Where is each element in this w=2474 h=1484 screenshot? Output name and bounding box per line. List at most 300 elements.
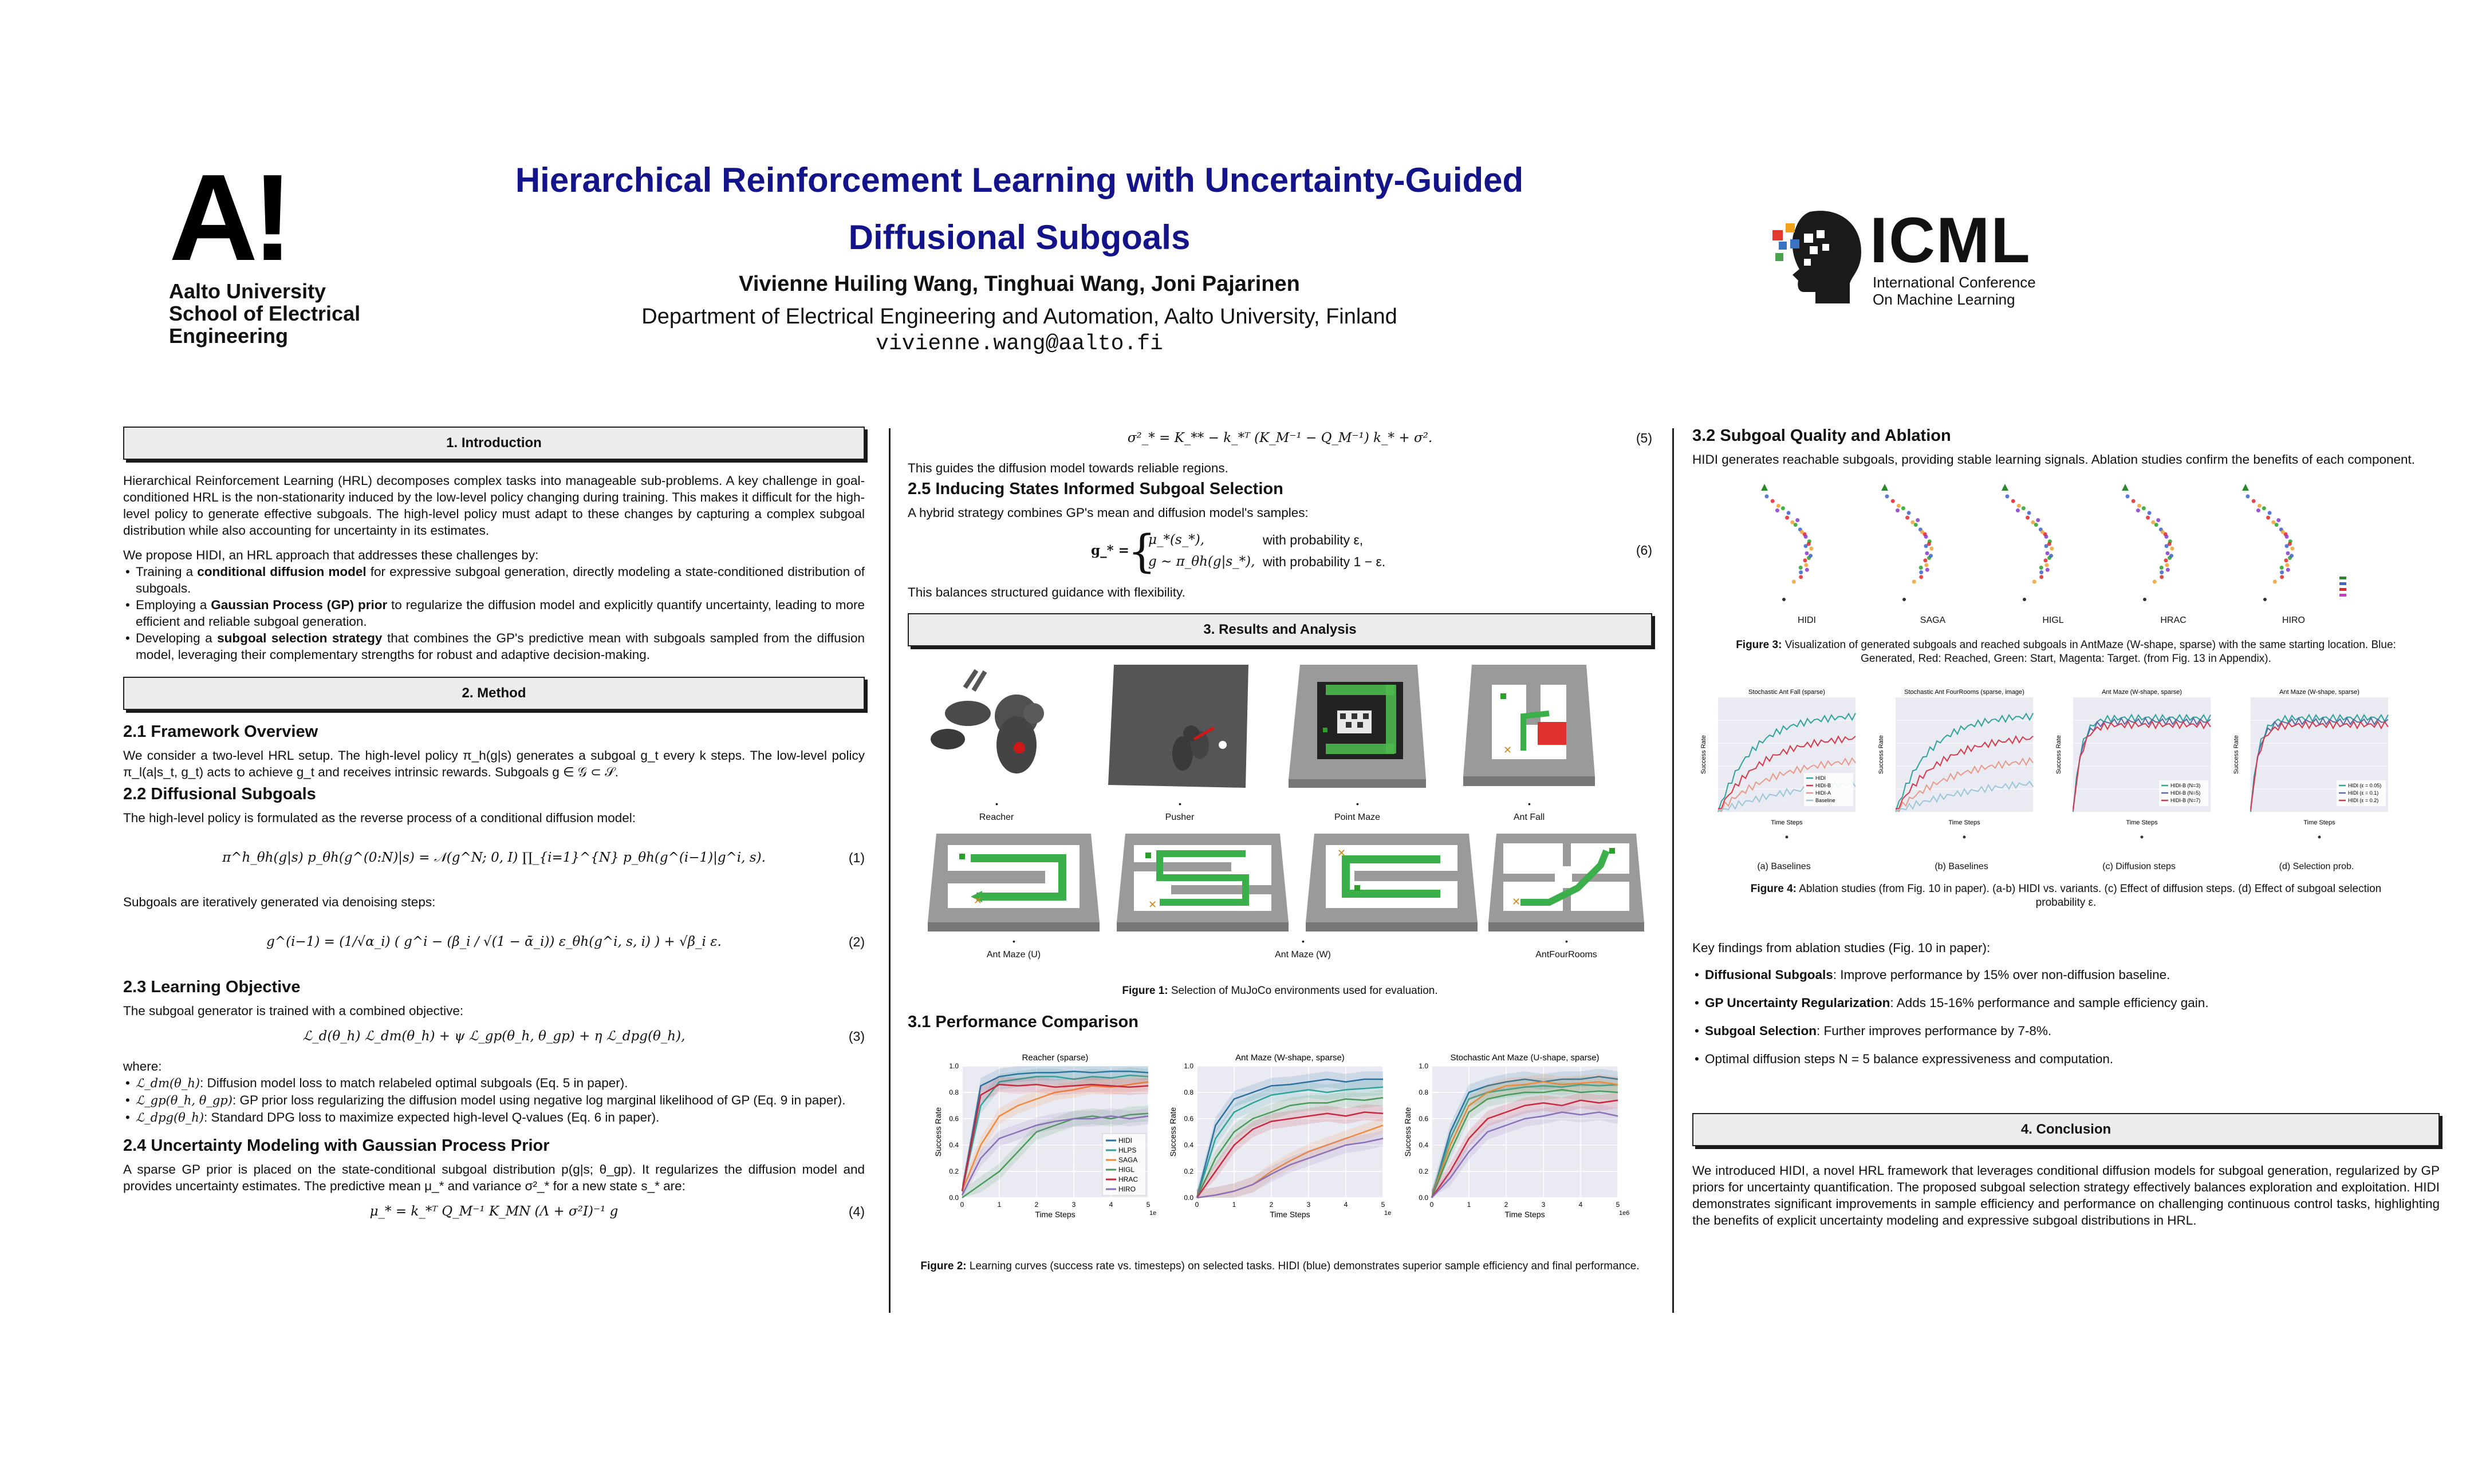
subgoal-point [1787,511,1791,515]
subgoal-point [2132,499,2136,503]
legend-label: HIDI-B [1815,783,1831,788]
x-tick-label: 3 [1541,1201,1546,1209]
subgoal-point [2252,499,2256,503]
subgoal-point [1920,530,1924,534]
column-1 [123,427,865,1233]
subgoal-point [1790,520,1794,524]
y-tick-label: 0.4 [1419,1141,1428,1149]
subgoal-point [1809,547,1813,551]
legend-label: HIDI (ε = 0.1) [2348,790,2379,796]
subgoal-point [2142,506,2146,510]
subgoal-point [1891,499,1895,503]
x-axis-label: Time Steps [1948,819,1980,826]
subgoal-point [2050,547,2054,551]
y-axis-label: Success Rate [2055,735,2062,774]
legend-label: HIDI-B (N=5) [2170,790,2201,796]
subgoal-point [1929,554,1933,558]
subgoal-point [1897,504,1901,508]
subgoal-point [2268,511,2272,515]
x-tick-label: 1 [1467,1201,1471,1209]
ablation-charts [1692,683,2440,855]
aalto-logo [169,148,409,348]
x-tick-label: 4 [1109,1201,1113,1209]
subgoal-point [1799,566,1803,570]
subgoal-point [2156,518,2160,522]
chart-title: Reacher (sparse) [1022,1053,1089,1063]
subgoal-point [1919,566,1923,570]
section-heading-results: 3. Results and Analysis [908,613,1652,646]
subgoal-point [2281,530,2285,534]
x-tick-label: 0 [960,1201,964,1209]
subsection-heading: 2.3 Learning Objective [123,978,301,996]
env-ant-maze-u-image [925,831,1102,934]
aalto-mark: A! [169,148,287,286]
subgoal-point [2022,506,2026,510]
subgoal-point [2032,580,2036,584]
list-item: • Subgoal Selection: Further improves performance by 7-8%. [1692,1023,2440,1039]
x-tick-label: 2 [1034,1201,1039,1209]
method-paragraph: A hybrid strategy combines GP's mean and diffusion model's samples: [908,506,1309,520]
x-tick-label: 0 [1429,1201,1434,1209]
list-item: • Optimal diffusion steps N = 5 balance expressiveness and computation. [1692,1051,2440,1067]
subgoal-point [2039,566,2043,570]
subgoal-point [2288,542,2292,546]
subgoal-point [2160,566,2164,570]
subgoal-point [1765,495,1769,499]
subgoal-point [2284,558,2288,562]
subgoal-point [1807,542,1811,546]
subgoal-point [2285,563,2289,567]
contribution-list [123,563,865,663]
legend-label: HIDI-A [1815,790,1831,796]
subgoal-point [1885,495,1889,499]
y-axis-label: Success Rate [1403,1107,1412,1157]
env-reacher-image [925,659,1068,791]
x-scale-label: 1e [1384,1210,1392,1217]
subgoal-point [1805,551,1809,555]
subgoal-scatter [1761,484,1813,601]
x-tick-label: 5 [1616,1201,1620,1209]
bullet-marker [2023,598,2026,601]
equation-2: g^(i−1) = (1/√α_i) ( g^i − (β_i / √(1 − ᾱ_i)) ε_θh(g^i, s, i) ) + √β_i ε. (2) [266,934,865,949]
y-tick-label: 0.6 [1419,1115,1428,1123]
subgoal-point [1785,516,1789,520]
subgoal-point [1804,563,1808,567]
ablation-paragraph: HIDI generates reachable subgoals, providing stable learning signals. Ablation studies confirm the benefits of each component. [1692,452,2416,467]
authors: Vivienne Huiling Wang, Tinghuai Wang, Joni Pajarinen [739,272,1300,296]
legend-label: SAGA [1118,1156,1138,1164]
x-axis-label: Time Steps [1771,819,1803,826]
subgoal-point [2266,516,2270,520]
figure-2-caption: Figure 2: Learning curves (success rate vs. timesteps) on selected tasks. HIDI (blue) demonstrates superior sample efficiency and final performance. [920,1260,1640,1272]
y-tick-label: 0.2 [949,1167,959,1175]
subgoal-point [2276,518,2280,522]
method-paragraph: This balances structured guidance with flexibility. [908,585,1185,599]
subgoal-point [2160,575,2164,579]
subgoal-point [1924,563,1928,567]
env-ant-four-rooms-image [1486,831,1646,934]
legend-swatch [2339,582,2346,585]
subgoal-point [1907,511,1911,515]
performance-charts [908,1037,1652,1255]
subgoal-point [2165,551,2169,555]
aalto-name: Aalto University School of Electrical Engineering [169,279,361,348]
start-marker [2242,484,2249,491]
y-tick-label: 0.8 [949,1088,959,1096]
subgoal-scatter [1881,484,1933,601]
list-item: • ℒ_gp(θ_h, θ_gp): GP prior loss regularizing the diffusion model using negative log marginal likelihood of GP (Eq. 9 in paper). [123,1092,865,1109]
x-tick-label: 2 [1269,1201,1274,1209]
legend-label: HIRO [1118,1185,1136,1193]
column-divider [1672,428,1674,1313]
subgoal-point [2126,495,2130,499]
subgoal-point [2275,523,2279,527]
svg-text:✕: ✕ [1148,899,1157,910]
chart-title: Ant Maze (W-shape, sparse) [2102,689,2182,696]
subgoal-point [1799,575,1803,579]
bullet-marker [2318,836,2321,839]
x-tick-label: 4 [1578,1201,1583,1209]
y-tick-label: 0.4 [1184,1141,1193,1149]
subgoal-point [1781,506,1785,510]
ablation-chart [2233,689,2388,839]
subgoal-point [1916,518,1920,522]
subgoal-point [1905,516,1909,520]
section-heading-method: 2. Method [123,677,865,710]
subgoal-point [1910,520,1914,524]
subgoal-point [2153,580,2157,584]
x-tick-label: 1 [1232,1201,1236,1209]
y-tick-label: 0.0 [1419,1194,1428,1202]
subgoal-point [1925,551,1929,555]
subgoal-point [1792,580,1796,584]
subgoal-point [1919,575,1923,579]
subsection-heading: 2.1 Framework Overview [123,723,318,741]
equation-3: ℒ_d(θ_h) ℒ_dm(θ_h) + ψ ℒ_gp(θ_h, θ_gp) + η ℒ_dpg(θ_h), (3) [302,1029,865,1044]
list-item: • GP Uncertainty Regularization: Adds 15-16% performance and sample efficiency gain. [1692,994,2440,1011]
subgoal-point [2256,508,2260,512]
svg-text:✕: ✕ [1337,847,1346,859]
figure-2-charts [908,1037,1652,1255]
y-tick-label: 0.8 [1419,1088,1428,1096]
x-tick-label: 5 [1381,1201,1385,1209]
subgoal-point [2044,535,2048,539]
subsection-heading: 2.2 Diffusional Subgoals [123,785,316,803]
subgoal-point [1775,508,1779,512]
subgoal-point [1800,530,1804,534]
ablation-chart [2055,689,2211,839]
findings-intro: Key findings from ablation studies (Fig. 10 in paper): [1692,941,1991,955]
x-tick-label: 3 [1306,1201,1311,1209]
subgoal-point [1809,554,1813,558]
subgoal-point [2006,495,2010,499]
equation-5: σ²_* = K_** − k_*ᵀ (K_M⁻¹ − Q_M⁻¹) k_* + σ². (5) [1127,431,1652,445]
subgoal-point [1919,570,1923,574]
env-point-maze-image [1286,659,1429,791]
y-axis-label: Success Rate [933,1107,943,1157]
conclusion-paragraph: We introduced HIDI, a novel HRL framework that leverages conditional diffusion models for subgoal generation, regularized by GP priors for uncertainty quantification. The proposed subgoal selection strategy effectively balances exploration and exploitation. HIDI demonstrates significant improvements in sample efficiency and performance on challenging continuous control tasks, highlighting the benefits of explicit uncertainty modeling and expressive subgoal distributions in HRL. [1692,1163,2440,1228]
subgoal-point [2262,506,2266,510]
y-axis-label: Success Rate [1168,1107,1177,1157]
svg-text:✕: ✕ [974,895,983,906]
icml-logo [1752,206,2073,309]
subgoal-point [2148,511,2152,515]
figure-1-environments: ✕ Reacher Pusher Point Maze Ant Fall • • • • ✕ ✕ ✕ ✕ Ant Maze (U) Ant Maze (W) AntFourRooms • • • [908,659,1652,980]
subgoal-point [2271,520,2275,524]
subgoal-point [2046,568,2050,572]
legend-label: HIDI (ε = 0.2) [2348,798,2379,803]
legend-label: HIDI-B (N=3) [2170,783,2201,788]
subgoal-point [1929,547,1933,551]
chart-title: Ant Maze (W-shape, sparse) [1235,1053,1345,1063]
subgoal-point [1804,535,1808,539]
subgoal-point [2045,551,2049,555]
subsection-heading: 2.4 Uncertainty Modeling with Gaussian Process Prior [123,1136,550,1155]
subgoal-point [2258,504,2262,508]
subgoal-scatter-plots [1692,468,2440,611]
start-marker [2002,484,2008,491]
env-pusher-image [1108,659,1251,791]
subgoal-point [1925,568,1929,572]
equation-1: π^h_θh(g|s) p_θh(g^(0:N)|s) = 𝒩(g^N; 0, I) ∏_{i=1}^{N} p_θh(g^(i−1)|g^i, s). (1) [222,850,865,865]
subgoal-point [2017,504,2021,508]
subgoal-point [2161,530,2165,534]
line-chart [933,1053,1156,1219]
x-tick-label: 4 [1344,1201,1348,1209]
column-divider [889,428,891,1313]
column-3 [1692,427,2440,1229]
subgoal-point [2285,535,2289,539]
subsection-heading: 3.2 Subgoal Quality and Ablation [1692,427,1951,445]
env-ant-maze-u2-image [1303,831,1480,934]
figure-1-caption: Figure 1: Selection of MuJoCo environments used for evaluation. [1122,985,1438,997]
method-paragraph: Subgoals are iteratively generated via denoising steps: [123,895,436,909]
start-marker [2122,484,2129,491]
method-paragraph: This guides the diffusion model towards reliable regions. [908,461,1228,475]
method-paragraph: We consider a two-level HRL setup. The high-level policy π_h(g|s) generates a subgoal g_t every k steps. The low-level policy π_l(a|s_t, g_t) acts to achieve g_t and receives intrinsic rewards. Subgoals g ∈ 𝒢 ⊂ 𝒮. [123,748,865,779]
subgoal-point [2286,551,2290,555]
subgoal-point [1914,523,1918,527]
subgoal-point [2151,520,2155,524]
y-tick-label: 0.4 [949,1141,959,1149]
legend-label: HIGL [1118,1166,1135,1174]
list-item: • Developing a subgoal selection strategy that combines the GP's predictive mean with subgoals sampled from the diffusion model, leveraging their complementary strengths for robust and adaptive decision-making. [123,630,865,663]
x-tick-label: 5 [1146,1201,1151,1209]
subgoal-point [2280,575,2284,579]
subgoal-point [1776,504,1780,508]
figure-3-caption: Figure 3: Visualization of generated subgoals and reached subgoals in AntMaze (W-shape, sparse) with the same starting location. Blue: Generated, Red: Reached, Green: Start, Magenta: Target. (from Fig. 13 in Appendix). [1736,639,2396,665]
x-tick-label: 1 [997,1201,1002,1209]
subgoal-point [1912,580,1916,584]
findings-list [1692,966,2440,1067]
x-tick-label: 0 [1195,1201,1199,1209]
subgoal-point [2136,508,2140,512]
line-chart [1168,1053,1391,1219]
svg-text:✕: ✕ [1503,744,1512,756]
x-scale-label: 1e6 [1619,1210,1630,1217]
fig3-legend [2339,577,2346,597]
subgoal-point [2034,523,2038,527]
subgoal-point [2166,568,2170,572]
subgoal-point [2146,516,2150,520]
bullet-marker [1786,836,1788,839]
subgoal-point [1923,558,1927,562]
loss-list [123,1075,865,1126]
legend-label: Baseline [1815,798,1835,803]
list-item: • ℒ_dpg(θ_h): Standard DPG loss to maximize expected high-level Q-values (Eq. 6 in paper). [123,1109,865,1126]
subgoal-point [2039,570,2043,574]
y-tick-label: 1.0 [949,1062,959,1070]
bullet-marker [1782,598,1786,601]
subgoal-point [2047,542,2051,546]
x-axis-label: Time Steps [2126,819,2158,826]
subgoal-point [1771,499,1775,503]
subgoal-point [2137,504,2141,508]
x-axis-label: Time Steps [1504,1210,1545,1219]
y-tick-label: 0.0 [949,1194,959,1202]
ablation-chart [1878,689,2033,839]
y-tick-label: 0.2 [1419,1167,1428,1175]
y-tick-label: 1.0 [1419,1062,1428,1070]
intro-paragraph: Hierarchical Reinforcement Learning (HRL) decomposes complex tasks into manageable sub-problems. A key challenge in goal-conditioned HRL is the non-stationarity induced by the low-level policy changing during training. This makes it difficult for the high-level policy to generate effective subgoals. The high-level policy must adapt to these changes by capturing a complex subgoal distribution while also accounting for uncertainty in its estimates. [123,473,865,538]
subgoal-scatter [2242,484,2294,601]
env-ant-fall-image [1457,659,1601,791]
column-2 [908,427,1652,1273]
y-tick-label: 0.6 [949,1115,959,1123]
ablation-chart [1700,689,1856,839]
y-tick-label: 0.0 [1184,1194,1193,1202]
legend-label: HRAC [1118,1175,1138,1183]
chart-title: Ant Maze (W-shape, sparse) [2279,689,2359,696]
intro-paragraph: We propose HIDI, an HRL approach that addresses these challenges by: [123,548,539,562]
y-tick-label: 0.8 [1184,1088,1193,1096]
subgoal-point [1795,518,1799,522]
subgoal-point [2290,554,2294,558]
x-axis-label: Time Steps [2303,819,2335,826]
y-axis-label: Success Rate [1878,735,1885,774]
subgoal-point [2273,580,2277,584]
subgoal-point [1794,523,1798,527]
method-paragraph: The subgoal generator is trained with a combined objective: [123,1004,464,1018]
legend-label: HIDI [1118,1136,1132,1144]
list-item: • Diffusional Subgoals: Improve performance by 15% over non-diffusion baseline. [1692,966,2440,983]
figure-4-ablation: Stochastic Ant Fall (sparse) Time Steps Success Rate HIDI HIDI-B HIDI-A Baseline Stochastic Ant FourRooms (sparse, image) Time Steps Success Rate Ant Maze (W-shape, sparse) Time Steps Success Rate HIDI-B (N=3) HIDI-B (N=5) HIDI-B (N=7) Ant Maze (W-shape, sparse) Time Steps Success Rate HIDI (ε = 0.05) HIDI (ε = 0.1) HIDI (ε = 0.2) (a) Baselines (b) Baselines (c) Diffusion steps (d) Selection prob. [1692,683,2440,878]
subgoal-point [2246,495,2250,499]
equation-6: g_* = { μ_*(s_*), with probability ε, g ∼ π_θh(g|s_*), with probability 1 − ε. (6) [1091,526,1652,578]
subgoal-point [2280,570,2284,574]
email[interactable]: vivienne.wang@aalto.fi [876,331,1163,356]
icml-subtitle: International Conference On Machine Learning [1873,274,2036,308]
subsection-heading: 3.1 Performance Comparison [908,1013,1138,1031]
legend-swatch [2339,577,2346,579]
subgoal-point [2170,547,2174,551]
subgoal-point [1803,558,1807,562]
start-marker [1881,484,1888,491]
chart-title: Stochastic Ant Maze (U-shape, sparse) [1450,1053,1600,1063]
subgoal-point [2169,554,2173,558]
subgoal-point [2044,563,2048,567]
subgoal-scatter [2002,484,2054,601]
legend-label: HIDI (ε = 0.05) [2348,783,2382,788]
subgoal-scatter [2122,484,2174,601]
bullet-marker [2143,598,2146,601]
poster-title: Hierarchical Reinforcement Learning with Uncertainty-Guided Diffusional Subgoals [515,161,1524,256]
subgoal-point [1896,508,1900,512]
subgoal-point [2031,520,2035,524]
x-axis-label: Time Steps [1270,1210,1310,1219]
subgoal-point [2160,570,2164,574]
subgoal-point [2016,508,2020,512]
subgoal-point [2168,542,2172,546]
list-item: • Training a conditional diffusion model for expressive subgoal generation, directly modeling a state-conditioned distribution of subgoals. [123,563,865,597]
subgoal-point [2286,568,2290,572]
subgoal-point [2036,518,2040,522]
subgoal-point [2026,516,2030,520]
legend-label: HIDI-B (N=7) [2170,798,2201,803]
subgoal-point [2154,523,2158,527]
subgoal-point [2049,554,2053,558]
figure-3-subgoals: HIDI SAGA HIGL HRAC HIRO [1692,468,2440,634]
legend-swatch [2339,594,2346,597]
bullet-marker [2263,598,2267,601]
subgoal-point [2280,566,2284,570]
chart-title: Stochastic Ant FourRooms (sparse, image) [1904,689,2024,696]
subgoal-point [1805,568,1809,572]
equation-4: μ_* = k_*ᵀ Q_M⁻¹ K_MN (Λ + σ²I)⁻¹ g (4) [369,1204,865,1219]
subgoal-point [1927,542,1931,546]
method-paragraph: where: [123,1059,162,1073]
y-tick-label: 0.2 [1184,1167,1193,1175]
subgoal-point [2290,547,2294,551]
y-tick-label: 0.6 [1184,1115,1193,1123]
subgoal-point [2043,558,2047,562]
legend-label: HLPS [1118,1146,1137,1154]
x-axis-label: Time Steps [1035,1210,1076,1219]
legend-swatch [2339,588,2346,591]
subgoal-point [2165,563,2169,567]
x-tick-label: 3 [1071,1201,1076,1209]
y-axis-label: Success Rate [1700,735,1707,774]
subgoal-point [2011,499,2015,503]
x-tick-label: 2 [1504,1201,1508,1209]
line-chart [1403,1053,1629,1219]
subgoal-point [1924,535,1928,539]
section-heading-introduction: 1. Introduction [123,427,865,460]
y-tick-label: 1.0 [1184,1062,1193,1070]
icml-head-icon [1770,206,1867,309]
subsection-heading: 2.5 Inducing States Informed Subgoal Selection [908,480,1283,498]
chart-title: Stochastic Ant Fall (sparse) [1748,689,1825,696]
figure-4-caption: Figure 4: Ablation studies (from Fig. 10 in paper). (a-b) HIDI vs. variants. (c) Effect of diffusion steps. (d) Effect of subgoal selection probability ε. [1750,883,2382,909]
subgoal-point [1799,570,1803,574]
method-paragraph: The high-level policy is formulated as the reverse process of a conditional diffusion model: [123,811,636,825]
subgoal-point [2040,530,2044,534]
bullet-marker [1963,836,1966,839]
bullet-marker [2141,836,2144,839]
list-item: • ℒ_dm(θ_h): Diffusion model loss to match relabeled optimal subgoals (Eq. 5 in paper). [123,1075,865,1092]
title-block [504,152,1535,356]
svg-text:✕: ✕ [1512,896,1521,907]
subgoal-point [2165,535,2169,539]
subgoal-point [2039,575,2043,579]
icml-wordmark: ICML [1870,204,2031,276]
subgoal-point [2164,558,2168,562]
y-axis-label: Success Rate [2233,735,2240,774]
list-item: • Employing a Gaussian Process (GP) prior to regularize the diffusion model and explicitly quantify uncertainty, leading to more efficient and reliable subgoal generation. [123,597,865,630]
env-ant-maze-w-image [1114,831,1291,934]
section-heading-conclusion: 4. Conclusion [1692,1113,2440,1146]
subgoal-point [2027,511,2031,515]
